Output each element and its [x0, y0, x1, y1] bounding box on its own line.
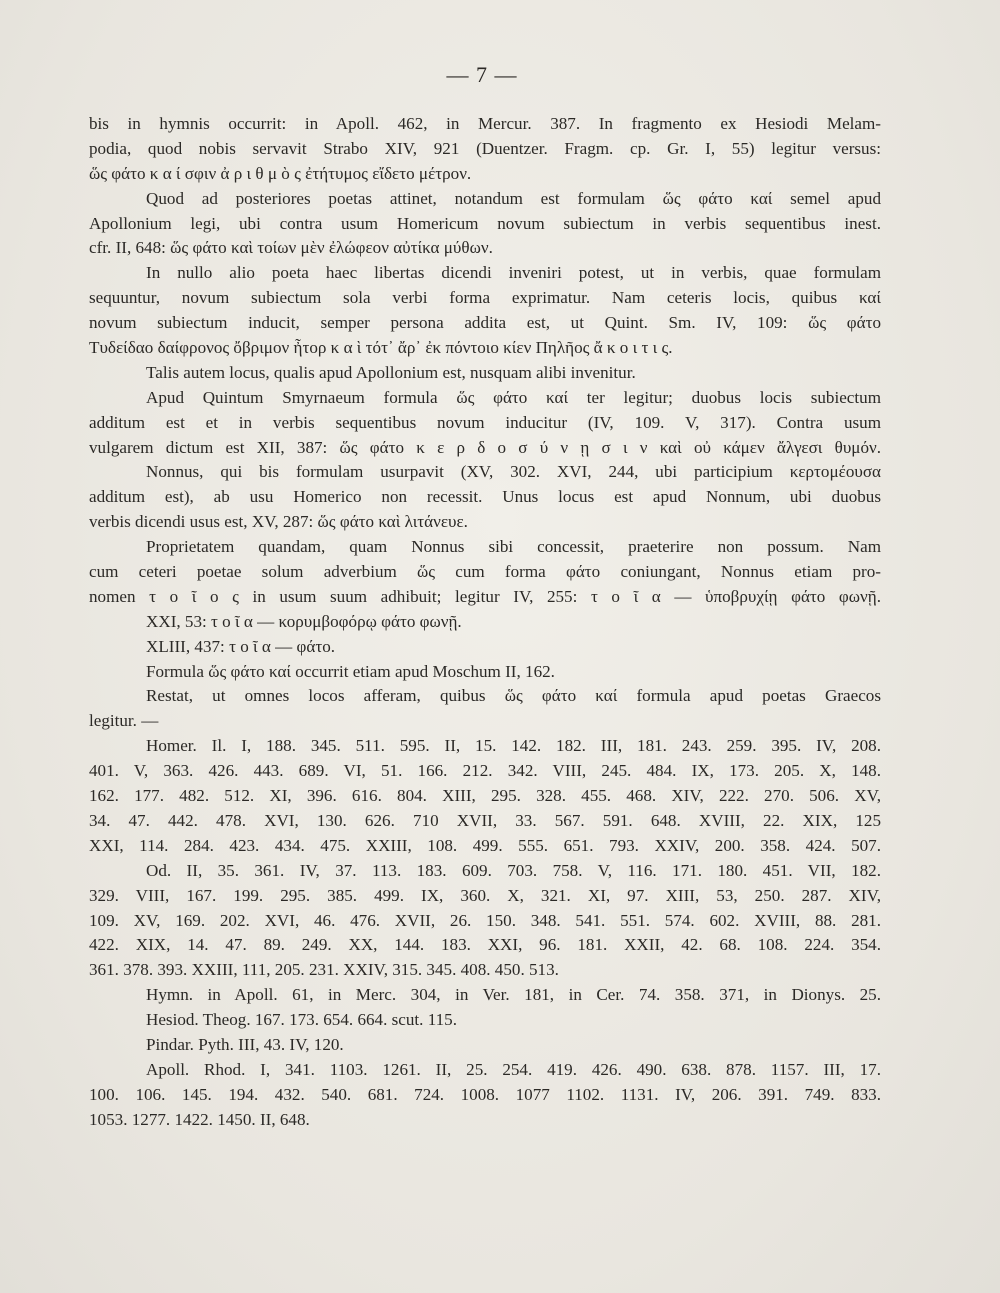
text-line: cfr. II, 648: ὥς φάτο καὶ τοίων μὲν ἐλώφεον αὐτίκα μύθων.	[89, 238, 493, 258]
text-line: vulgarem dictum est XII, 387: ὥς φάτο κ ε ρ δ ο σ ύ ν ῃ σ ι ν καὶ οὐ κάμεν ἄλγεσι θυμόν.	[89, 437, 881, 457]
text-line: Hymn. in Apoll. 61, in Merc. 304, in Ver. 181, in Cer. 74. 358. 371, in Dionys. 25.	[146, 985, 881, 1005]
text-line: Hesiod. Theog. 167. 173. 654. 664. scut. 115.	[146, 1010, 457, 1030]
text-line: 401. V, 363. 426. 443. 689. VI, 51. 166. 212. 342. VIII, 245. 484. IX, 173. 205. X, 148.	[89, 761, 881, 781]
text-line: 109. XV, 169. 202. XVI, 46. 476. XVII, 26. 150. 348. 541. 551. 574. 602. XVIII, 88. 281.	[89, 910, 881, 930]
text-line: podia, quod nobis servavit Strabo XIV, 921 (Duentzer. Fragm. cp. Gr. I, 55) legitur versus:	[89, 138, 881, 158]
text-line: 361. 378. 393. XXIII, 111, 205. 231. XXIV, 315. 345. 408. 450. 513.	[89, 960, 559, 980]
text-line: Formula ὥς φάτο καί occurrit etiam apud Moschum II, 162.	[146, 661, 555, 681]
text-line: Apoll. Rhod. I, 341. 1103. 1261. II, 25. 254. 419. 426. 490. 638. 878. 1157. III, 17.	[146, 1059, 881, 1079]
text-line: cum ceteri poetae solum adverbium ὥς cum forma φάτο coniungant, Nonnus etiam pro-	[89, 562, 881, 582]
text-line: 100. 106. 145. 194. 432. 540. 681. 724. 1008. 1077 1102. 1131. IV, 206. 391. 749. 833.	[89, 1084, 881, 1104]
text-line: 422. XIX, 14. 47. 89. 249. XX, 144. 183. XXI, 96. 181. XXII, 42. 68. 108. 224. 354.	[89, 935, 881, 955]
text-line: Nonnus, qui bis formulam usurpavit (XV, 302. XVI, 244, ubi participium κερτομέουσα	[146, 462, 881, 482]
text-line: bis in hymnis occurrit: in Apoll. 462, in Mercur. 387. In fragmento ex Hesiodi Melam-	[89, 114, 881, 133]
page-number: — 7 —	[446, 62, 518, 87]
text-line: XXI, 114. 284. 423. 434. 475. XXIII, 108. 499. 555. 651. 793. XXIV, 200. 358. 424. 507.	[89, 835, 881, 855]
text-line: XLIII, 437: τ ο ῖ α — φάτο.	[146, 636, 336, 656]
text-line: 1053. 1277. 1422. 1450. II, 648.	[89, 1109, 310, 1129]
text-line: Od. II, 35. 361. IV, 37. 113. 183. 609. 703. 758. V, 116. 171. 180. 451. VII, 182.	[146, 860, 881, 880]
text-line: verbis dicendi usus est, XV, 287: ὥς φάτο καὶ λιτάνευε.	[89, 512, 468, 532]
text-line: Pindar. Pyth. III, 43. IV, 120.	[146, 1034, 344, 1054]
text-line: novum subiectum inducit, semper persona addita est, ut Quint. Sm. IV, 109: ὥς φάτο	[89, 313, 881, 333]
text-line: 162. 177. 482. 512. XI, 396. 616. 804. XIII, 295. 328. 455. 468. XIV, 222. 270. 506. XV,	[89, 786, 881, 806]
text-line: In nullo alio poeta haec libertas dicendi inveniri potest, ut in verbis, quae formulam	[146, 263, 881, 283]
text-line: Apud Quintum Smyrnaeum formula ὥς φάτο καί ter legitur; duobus locis subiectum	[146, 387, 881, 407]
text-line: Proprietatem quandam, quam Nonnus sibi concessit, praeterire non possum. Nam	[146, 537, 881, 557]
text-line: Τυδείδαο δαίφρονος ὄβριμον ἦτορ κ α ὶ τότ᾽ ἄρ᾽ ἐκ πόντοιο κίεν Πηλῆος ἄ κ ο ι τ ι ς.	[89, 338, 673, 358]
text-line: Apollonium legi, ubi contra usum Homericum novum subiectum in verbis sequentibus inest.	[89, 213, 881, 233]
text-line: Quod ad posteriores poetas attinet, notandum est formulam ὥς φάτο καί semel apud	[146, 188, 881, 208]
text-line: Homer. Il. I, 188. 345. 511. 595. II, 15. 142. 182. III, 181. 243. 259. 395. IV, 208.	[146, 736, 881, 756]
text-line: additum est et in verbis sequentibus novum inducitur (IV, 109. V, 317). Contra usum	[89, 412, 881, 432]
text-line: Talis autem locus, qualis apud Apollonium est, nusquam alibi invenitur.	[146, 362, 636, 382]
text-line: 329. VIII, 167. 199. 295. 385. 499. IX, 360. X, 321. XI, 97. XIII, 53, 250. 287. XIV,	[89, 885, 881, 905]
text-line: Restat, ut omnes locos afferam, quibus ὥς φάτο καί formula apud poetas Graecos	[146, 686, 881, 706]
text-line: additum est), ab usu Homerico non recessit. Unus locus est apud Nonnum, ubi duobus	[89, 487, 881, 507]
text-line: nomen τ ο ῖ ο ς in usum suum adhibuit; legitur IV, 255: τ ο ῖ α — ὑποβρυχίῃ φάτο φωνῇ.	[89, 586, 881, 606]
text-line: ὥς φάτο κ α ί σφιν ἀ ρ ι θ μ ὸ ς ἐτήτυμος εἴδετο μέτρον.	[89, 163, 472, 183]
text-line: legitur. —	[89, 711, 159, 731]
text-line: XXI, 53: τ ο ῖ α — κορυμβοφόρῳ φάτο φωνῇ.	[146, 611, 462, 631]
text-line: sequuntur, novum subiectum sola verbi forma exprimatur. Nam ceteris locis, quibus καί	[89, 288, 881, 308]
body-text	[89, 112, 881, 1133]
text-line: 34. 47. 442. 478. XVI, 130. 626. 710 XVII, 33. 567. 591. 648. XVIII, 22. XIX, 125	[89, 810, 881, 830]
